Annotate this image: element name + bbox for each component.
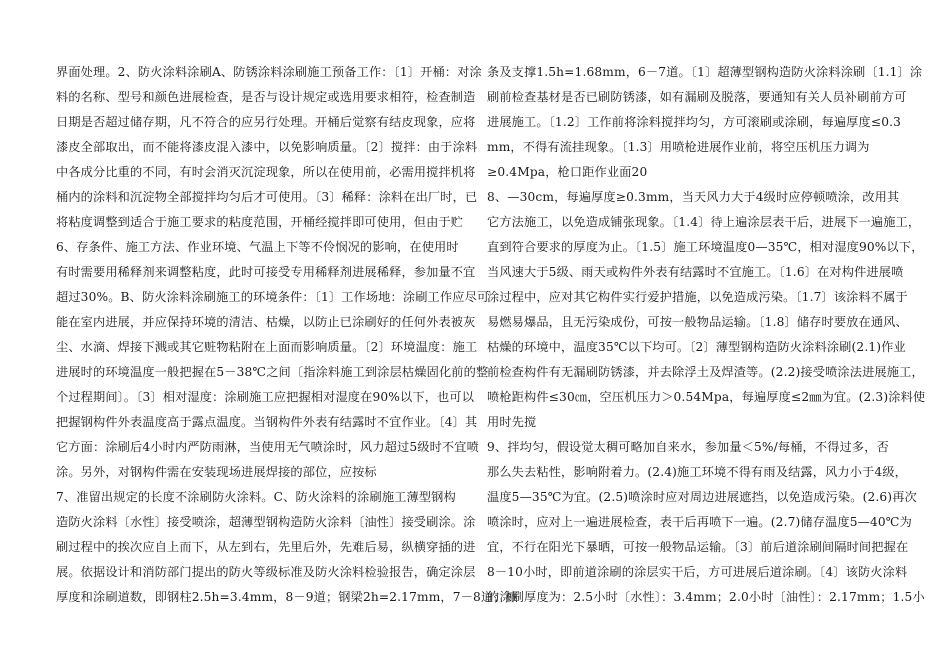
- text-line: 用时先搅: [487, 415, 537, 429]
- text-line: 超过30%。B、防火涂料涂刷施工的环境条件：〔1〕工作场地：涂刷工作应尽可: [56, 290, 490, 304]
- text-line: 涂过程中，应对其它构件实行爱护措施，以免造成污染。〔1.7〕该涂料不属于: [487, 290, 908, 304]
- text-line: 尘、水滴、焊接下溅或其它赃物粘附在上面而影响质量。〔2〕环境温度：施工: [56, 340, 478, 354]
- text-line: 进展时的环境温度一般把握在5－38℃之间〔指涂料施工到涂层枯燥固化前的整: [56, 365, 489, 379]
- text-line: 刷前检查基材是否已刷防锈漆，如有漏刷及脱落，要通知有关人员补刷前方可: [487, 90, 907, 104]
- text-line: 料的名称、型号和颜色进展检查，是否与设计规定或选用要求相符，检查制造: [56, 90, 476, 104]
- text-line: 易燃易爆品，且无污染成份，可按一般物品运输。〔1.8〕储存时要放在通风、: [487, 315, 908, 329]
- text-line: 它方面：涂刷后4小时内严防雨淋，当使用无气喷涂时，风力超过5级时不宜喷: [56, 440, 479, 454]
- text-line: 温度5—35℃为宜。(2.5)喷涂时应对周边进展遮挡，以免造成污染。(2.6)再次: [487, 490, 917, 504]
- text-line: 把握钢构件外表温度高于露点温度。当钢构件外表有结露时不宜作业。〔4〕其: [56, 415, 478, 429]
- text-line: 造防火涂料〔水性〕接受喷涂，超薄型钢构造防火涂料〔油性〕接受刷涂。涂: [56, 515, 476, 529]
- text-line: 桶内的涂料和沉淀物全部搅拌均匀后才可使用。〔3〕稀释：涂料在出厂时，已: [56, 190, 478, 204]
- text-line: 漆皮全部取出，而不能将漆皮混入漆中，以免影响质量。〔2〕搅拌：由于涂料: [56, 140, 478, 154]
- text-line: 那么失去粘性，影响附着力。(2.4)施工环境不得有雨及结露，风力小于4级，: [487, 465, 908, 479]
- text-line: 个过程期间〕。〔3〕相对湿度：涂刷施工应把握相对湿度在90%以下，也可以: [56, 390, 475, 404]
- text-line: 8－10小时，即前道涂刷的涂层实干后，方可进展后道涂刷。〔4〕该防火涂料: [487, 565, 908, 579]
- text-line: 当风速大于5级、雨天或构件外表有结露时不宜施工。〔1.6〕在对构件进展喷: [487, 265, 904, 279]
- text-line: 有时需要用稀释剂来调整粘度，此时可接受专用稀释剂进展稀释，参加量不宜: [56, 265, 476, 279]
- text-line: mm，不得有流挂现象。〔1.3〕用喷枪进展作业前，将空压机压力调为: [487, 140, 870, 154]
- text-line: 进展施工。〔1.2〕工作前将涂料搅拌均匀，方可滚刷或涂刷，每遍厚度≤0.3: [487, 115, 902, 129]
- text-line: 的涂刷厚度为：2.5小时〔水性〕：3.4mm；2.0小时〔油性〕：2.17mm；1.5小: [487, 590, 925, 604]
- text-line: 刷过程中的挨次应自上而下，从左到右，先里后外，先难后易，纵横穿插的进: [56, 540, 476, 554]
- text-line: 9、拌均匀，假设觉太稠可略加自来水，参加量＜5%/每桶，不得过多，否: [487, 440, 889, 454]
- text-line: 界面处理。2、防火涂料涂刷A、防锈涂料涂刷施工预备工作：〔1〕开桶：对涂: [56, 65, 482, 79]
- text-line: 宜，不行在阳光下暴晒，可按一般物品运输。〔3〕前后道涂刷间隔时间把握在: [487, 540, 909, 554]
- text-line: 直到符合要求的厚度为止。〔1.5〕施工环境温度0—35℃，相对湿度90%以下，: [487, 240, 924, 254]
- text-line: 展。依据设计和消防部门提出的防火等级标准及防火涂料检验报告，确定涂层: [56, 565, 476, 579]
- text-line: 喷枪距构件≤30㎝，空压机压力＞0.54Mpa，每遍厚度≤2㎜为宜。(2.3)涂料使: [487, 390, 926, 404]
- right-text-column: [487, 60, 926, 610]
- text-line: 前检查构件有无漏刷防锈漆，并去除浮土及焊渣等。(2.2)接受喷涂法进展施工，: [487, 365, 924, 379]
- text-line: 涂。另外，对钢构件需在安装现场进展焊接的部位，应按标: [56, 465, 377, 479]
- text-line: 条及支撑1.5h=1.68mm，6－7道。〔1〕超薄型钢构造防火涂料涂刷〔1.1〕涂: [487, 65, 923, 79]
- text-line: 厚度和涂刷道数，即钢柱2.5h=3.4mm，8－9道；钢梁2h=2.17mm，7－8道；檩: [56, 590, 518, 604]
- text-line: 6、存条件、施工方法、作业环境、气温上下等不伶悯况的影响，在使用时: [56, 240, 459, 254]
- text-line: 7、准留出规定的长度不涂刷防火涂料。C、防火涂料的涂刷施工薄型钢构: [56, 490, 456, 504]
- text-line: 将粘度调整到适合于施工要求的粘度范围，开桶经搅拌即可使用，但由于贮: [56, 215, 464, 229]
- text-line: 8、—30cm，每遍厚度≥0.3mm，当天风力大于4级时应停顿喷涂，改用其: [487, 190, 900, 204]
- text-line: ≥0.4Mpa，枪口距作业面20: [487, 165, 648, 179]
- text-line: 能在室内进展，并应保持环境的清洁、枯燥，以防止已涂刷好的任何外表被灰: [56, 315, 476, 329]
- text-line: 日期是否超过储存期，凡不符合的应另行处理。开桶后觉察有结皮现象，应将: [56, 115, 476, 129]
- text-line: 它方法施工，以免造成铺张现象。〔1.4〕待上遍涂层表干后，进展下一遍施工，: [487, 215, 921, 229]
- text-line: 喷涂时，应对上一遍进展检查，表干后再喷下一遍。(2.7)储存温度5—40℃为: [487, 515, 912, 529]
- text-line: 中各成分比重的不同，有时会消灭沉淀现象，所以在使用前，必需用搅拌机将: [56, 165, 476, 179]
- text-line: 枯燥的环境中，温度35℃以下均可。〔2〕薄型钢构造防火涂料涂刷(2.1)作业: [487, 340, 906, 354]
